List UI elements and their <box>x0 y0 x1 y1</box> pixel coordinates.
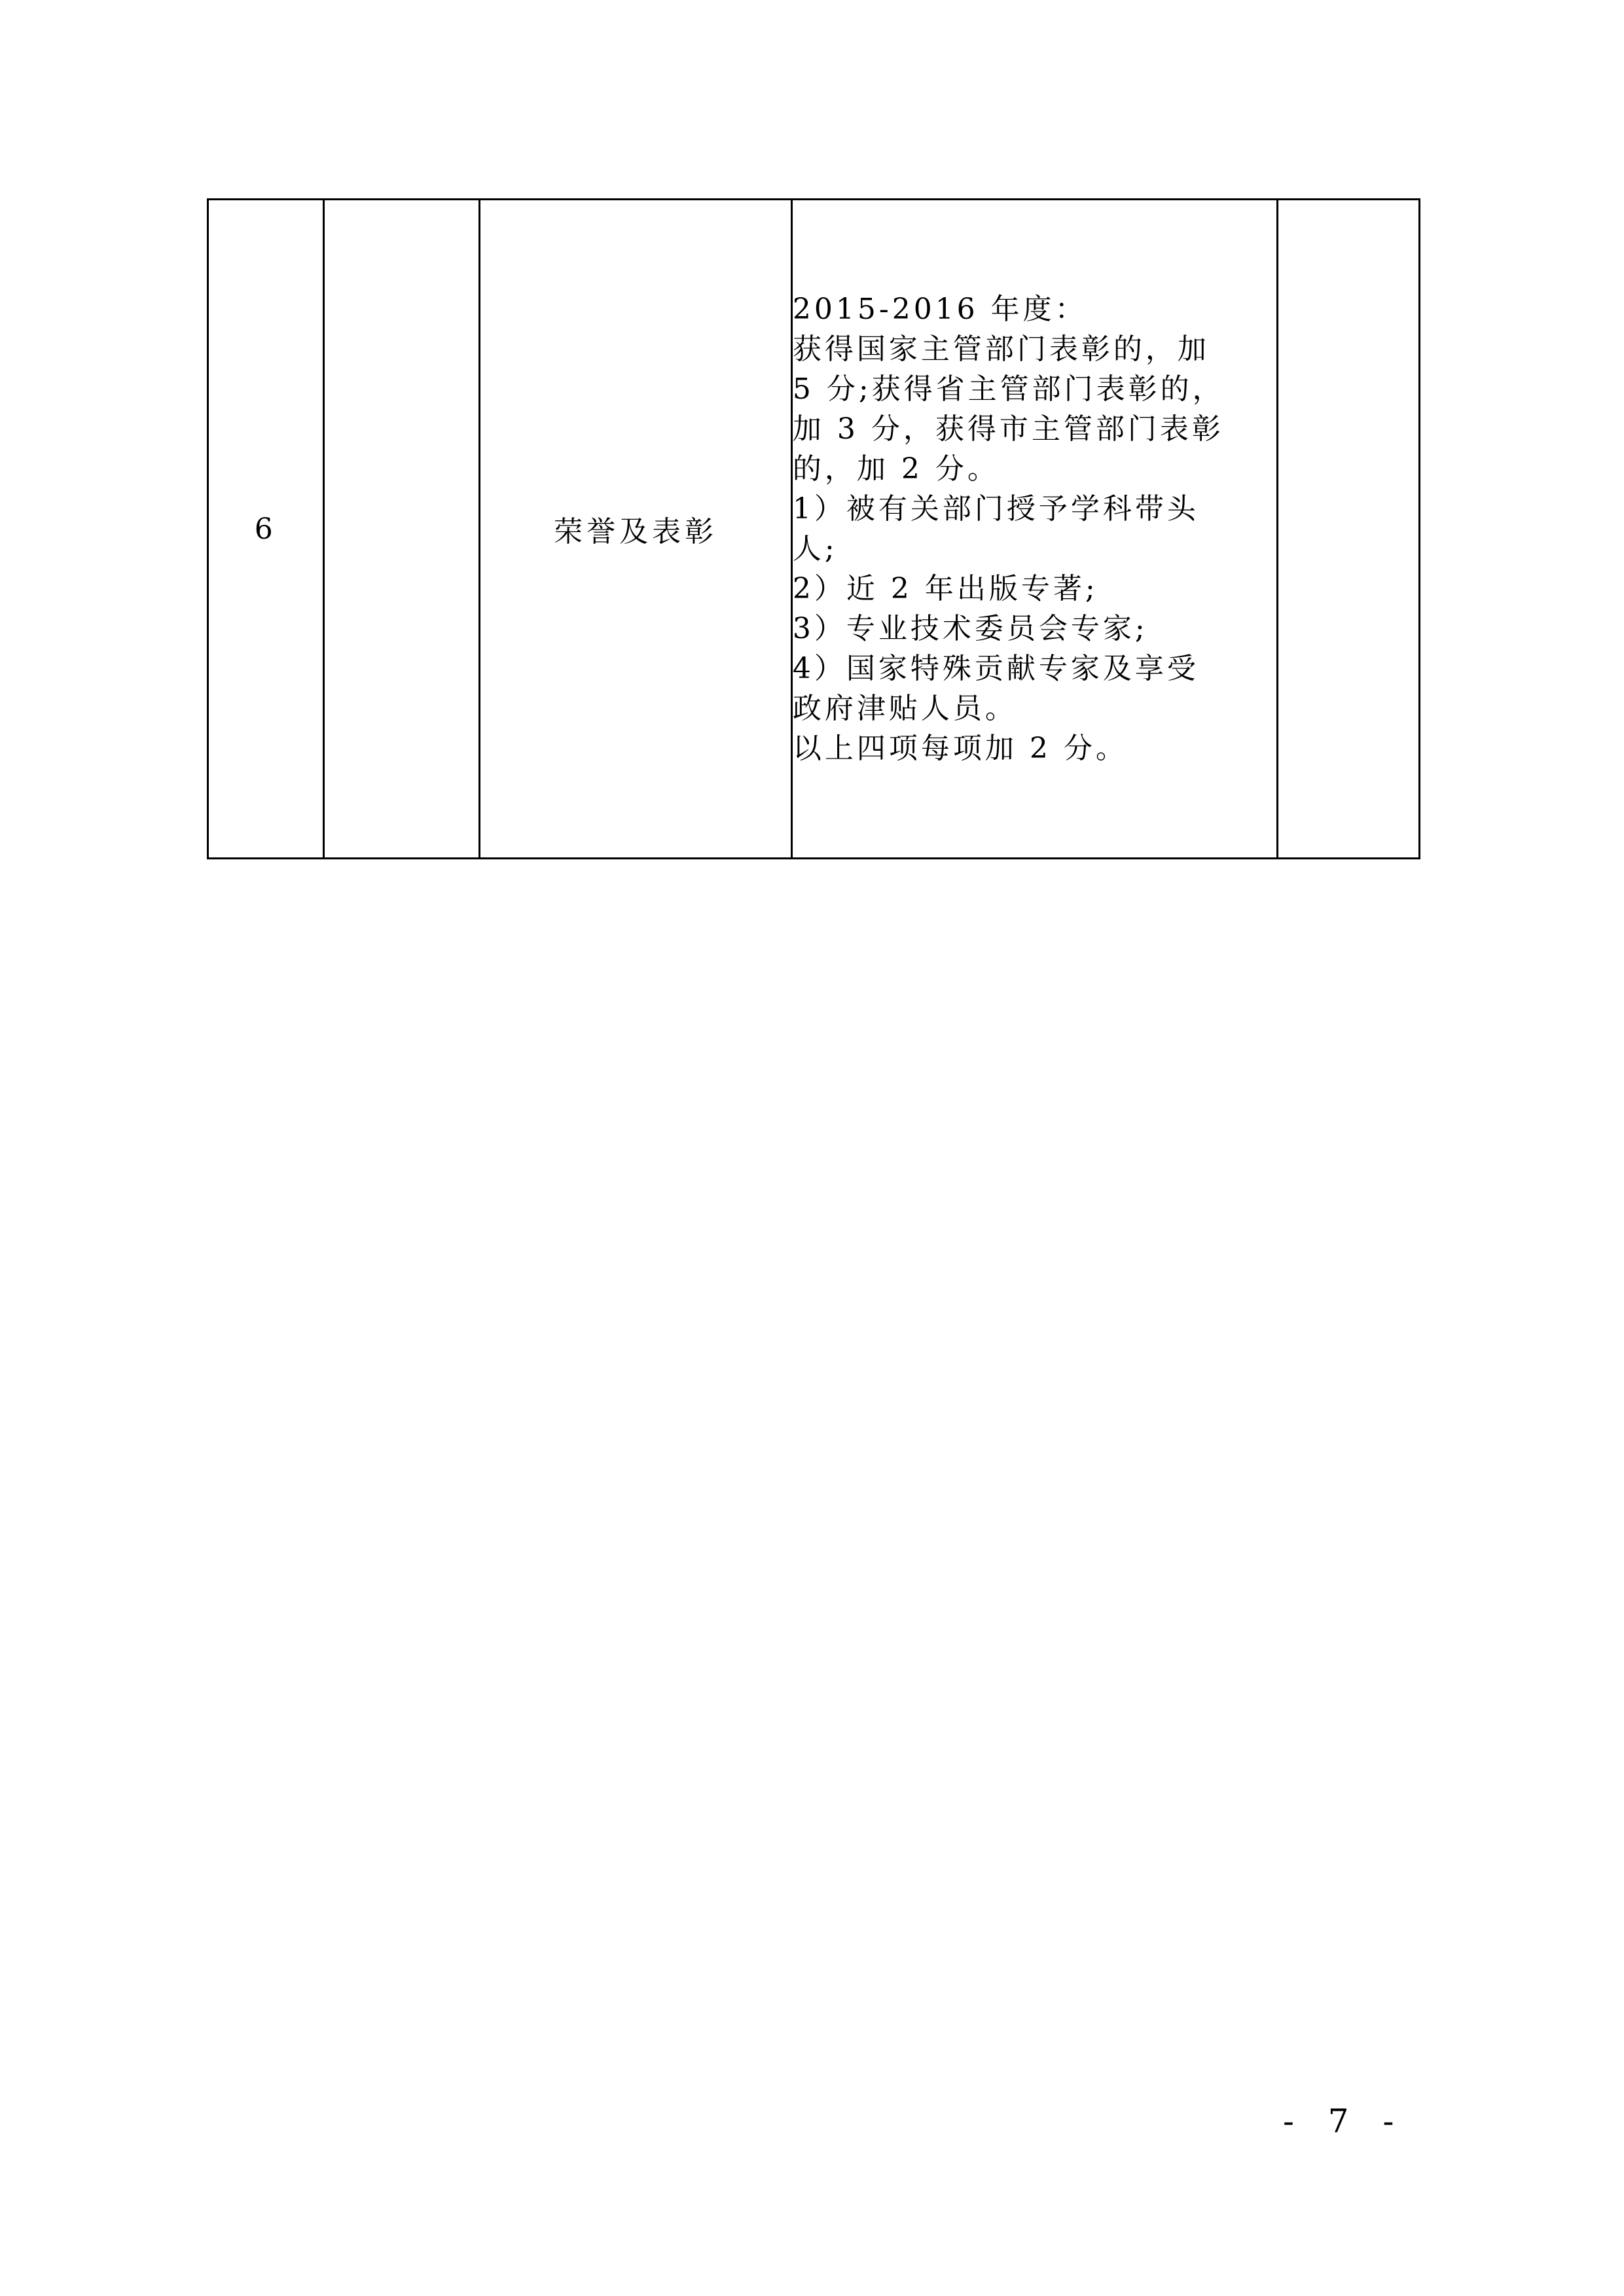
criteria-line: 5 分;获得省主管部门表彰的， <box>792 372 1225 406</box>
category-cell <box>323 200 480 859</box>
criteria-line: 以上四项每项加 2 分。 <box>792 732 1128 765</box>
criteria-line: 1）被有关部门授予学科带头 <box>792 492 1199 526</box>
criteria-cell <box>791 200 1277 859</box>
criteria-line: 2）近 2 年出版专著; <box>792 572 1098 605</box>
item-title: 荣誉及表彰 <box>554 515 718 548</box>
item-cell <box>480 200 792 859</box>
page-number: - 7 - <box>1283 2102 1406 2140</box>
score-cell <box>1278 200 1420 859</box>
criteria-line: 加 3 分，获得市主管部门表彰 <box>792 412 1224 446</box>
scoring-table <box>207 198 1420 859</box>
criteria-line: 2015-2016 年度： <box>792 293 1087 326</box>
row-index: 6 <box>254 512 277 546</box>
row-index-cell <box>208 200 324 859</box>
criteria-line: 政府津贴人员。 <box>792 692 1017 725</box>
criteria-line: 人; <box>792 532 838 565</box>
table-row <box>208 200 1420 859</box>
criteria-line: 获得国家主管部门表彰的，加 <box>792 332 1210 366</box>
criteria-line: 的，加 2 分。 <box>792 452 1000 486</box>
criteria-line: 3）专业技术委员会专家; <box>792 612 1148 645</box>
criteria-line: 4）国家特殊贡献专家及享受 <box>792 652 1199 685</box>
